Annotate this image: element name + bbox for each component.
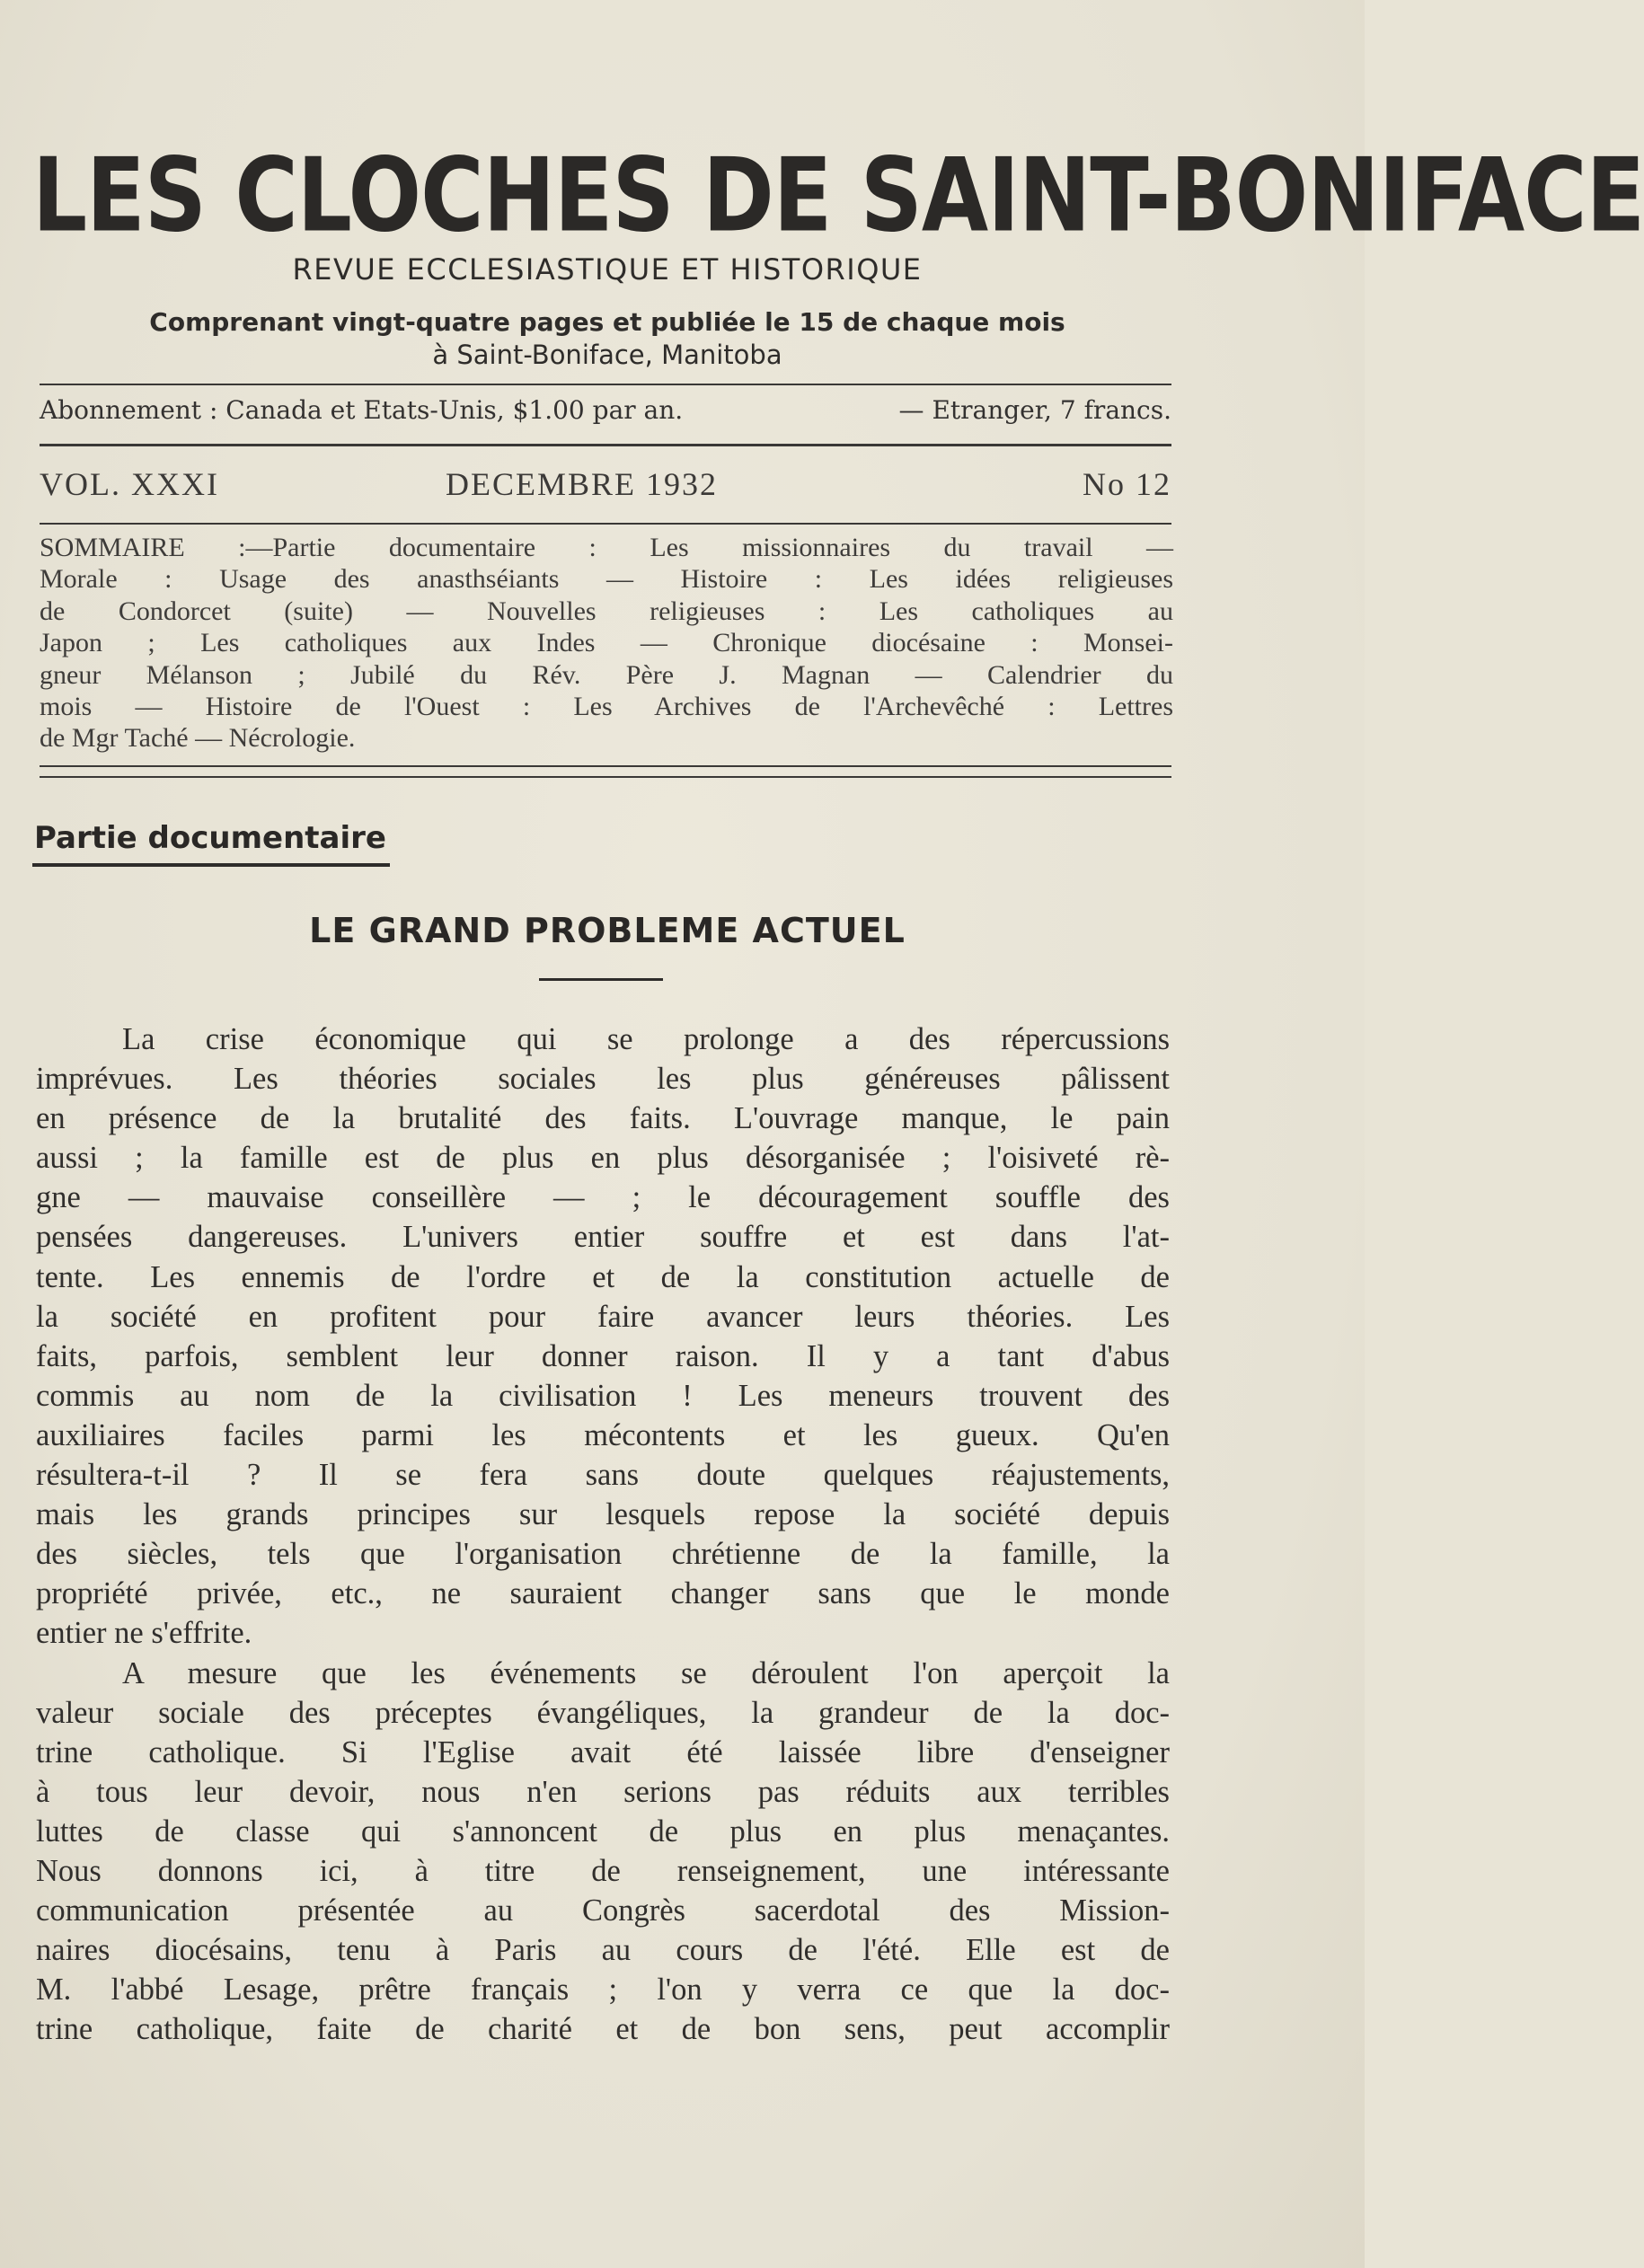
subscription-foreign: — Etranger, 7 francs.: [898, 395, 1171, 425]
body-line: mais les grands principes sur lesquels repose la société depuis: [36, 1497, 1170, 1532]
body-line: tente. Les ennemis de l'ordre et de la constitution actuelle de: [36, 1259, 1170, 1294]
issue-number: No 12: [1083, 466, 1171, 502]
body-line: luttes de classe qui s'annoncent de plus en plus menaçantes.: [36, 1814, 1170, 1849]
body-line: des siècles, tels que l'organisation chrétienne de la famille, la: [36, 1537, 1170, 1572]
body-line: M. l'abbé Lesage, prêtre français ; l'on y verra ce que la doc-: [36, 1972, 1170, 2008]
masthead-subtitle: REVUE ECCLESIASTIQUE ET HISTORIQUE: [292, 252, 923, 287]
body-line: la société en profitent pour faire avancer leurs théories. Les: [36, 1299, 1170, 1334]
summary-line: SOMMAIRE :—Partie documentaire : Les missionnaires du travail —: [40, 533, 1173, 562]
body-line: en présence de la brutalité des faits. L'ouvrage manque, le pain: [36, 1101, 1170, 1136]
issue-volume: VOL. XXXI: [40, 466, 219, 502]
body-line: entier ne s'effrite.: [36, 1616, 252, 1651]
body-line: trine catholique. Si l'Eglise avait été laissée libre d'enseigner: [36, 1734, 1170, 1769]
summary-line: Morale : Usage des anasthséiants — Histoire : Les idées religieuses: [40, 564, 1173, 595]
subscription-line: [40, 395, 1171, 425]
subscription-domestic: Abonnement : Canada et Etats-Unis, $1.00 par an.: [40, 395, 684, 425]
summary-line: mois — Histoire de l'Ouest : Les Archives de l'Archevêché : Lettres: [40, 692, 1173, 722]
body-line: La crise économique qui se prolonge a des répercussions: [122, 1022, 1170, 1056]
rule-summary-1: [40, 765, 1171, 767]
body-line: trine catholique, faite de charité et de bon sens, peut accomplir: [36, 2012, 1170, 2047]
article-body: [36, 1019, 1170, 2049]
issue-date: DECEMBRE 1932: [446, 466, 719, 502]
section-underline: [32, 863, 390, 867]
rule-subscription: [40, 444, 1171, 446]
body-line: à tous leur devoir, nous n'en serions pas réduits aux terribles: [36, 1774, 1170, 1809]
article-title: LE GRAND PROBLEME ACTUEL: [309, 911, 906, 950]
section-heading: Partie documentaire: [34, 820, 386, 856]
body-line: Nous donnons ici, à titre de renseignement, une intéressante: [36, 1853, 1170, 1888]
body-line: pensées dangereuses. L'univers entier souffre et est dans l'at-: [36, 1220, 1170, 1255]
summary-line: de Condorcet (suite) — Nouvelles religieuses : Les catholiques au: [40, 596, 1173, 626]
body-line: A mesure que les événements se déroulent l'on aperçoit la: [122, 1655, 1170, 1690]
rule-top: [40, 384, 1171, 385]
rule-issue: [40, 523, 1171, 525]
body-line: propriété privée, etc., ne sauraient changer sans que le monde: [36, 1576, 1170, 1611]
body-line: imprévues. Les théories sociales les plus généreuses pâlissent: [36, 1062, 1170, 1097]
body-line: aussi ; la famille est de plus en plus désorganisée ; l'oisiveté rè-: [36, 1141, 1170, 1176]
summary-block: [40, 532, 1173, 755]
title-underline: [539, 978, 663, 981]
body-line: valeur sociale des préceptes évangéliques, la grandeur de la doc-: [36, 1695, 1170, 1730]
summary-line: Japon ; Les catholiques aux Indes — Chronique diocésaine : Monsei-: [40, 628, 1173, 658]
body-line: naires diocésains, tenu à Paris au cours de l'été. Elle est de: [36, 1933, 1170, 1968]
body-line: résultera-t-il ? Il se fera sans doute quelques réajustements,: [36, 1458, 1170, 1493]
body-line: gne — mauvaise conseillère — ; le découragement souffle des: [36, 1180, 1170, 1215]
body-line: faits, parfois, semblent leur donner raison. Il y a tant d'abus: [36, 1338, 1170, 1373]
masthead-title: LES CLOCHES DE SAINT-BONIFACE: [32, 136, 1644, 255]
summary-line: de Mgr Taché — Nécrologie.: [40, 723, 356, 754]
body-line: auxiliaires faciles parmi les mécontents et les gueux. Qu'en: [36, 1417, 1170, 1452]
rule-summary-2: [40, 776, 1171, 778]
summary-line: gneur Mélanson ; Jubilé du Rév. Père J. Magnan — Calendrier du: [40, 659, 1173, 690]
masthead-tagline-1: Comprenant vingt-quatre pages et publiée le 15 de chaque mois: [149, 307, 1065, 337]
body-line: commis au nom de la civilisation ! Les meneurs trouvent des: [36, 1378, 1170, 1413]
masthead-tagline-2: à Saint-Boniface, Manitoba: [432, 340, 782, 370]
body-line: communication présentée au Congrès sacerdotal des Mission-: [36, 1893, 1170, 1928]
